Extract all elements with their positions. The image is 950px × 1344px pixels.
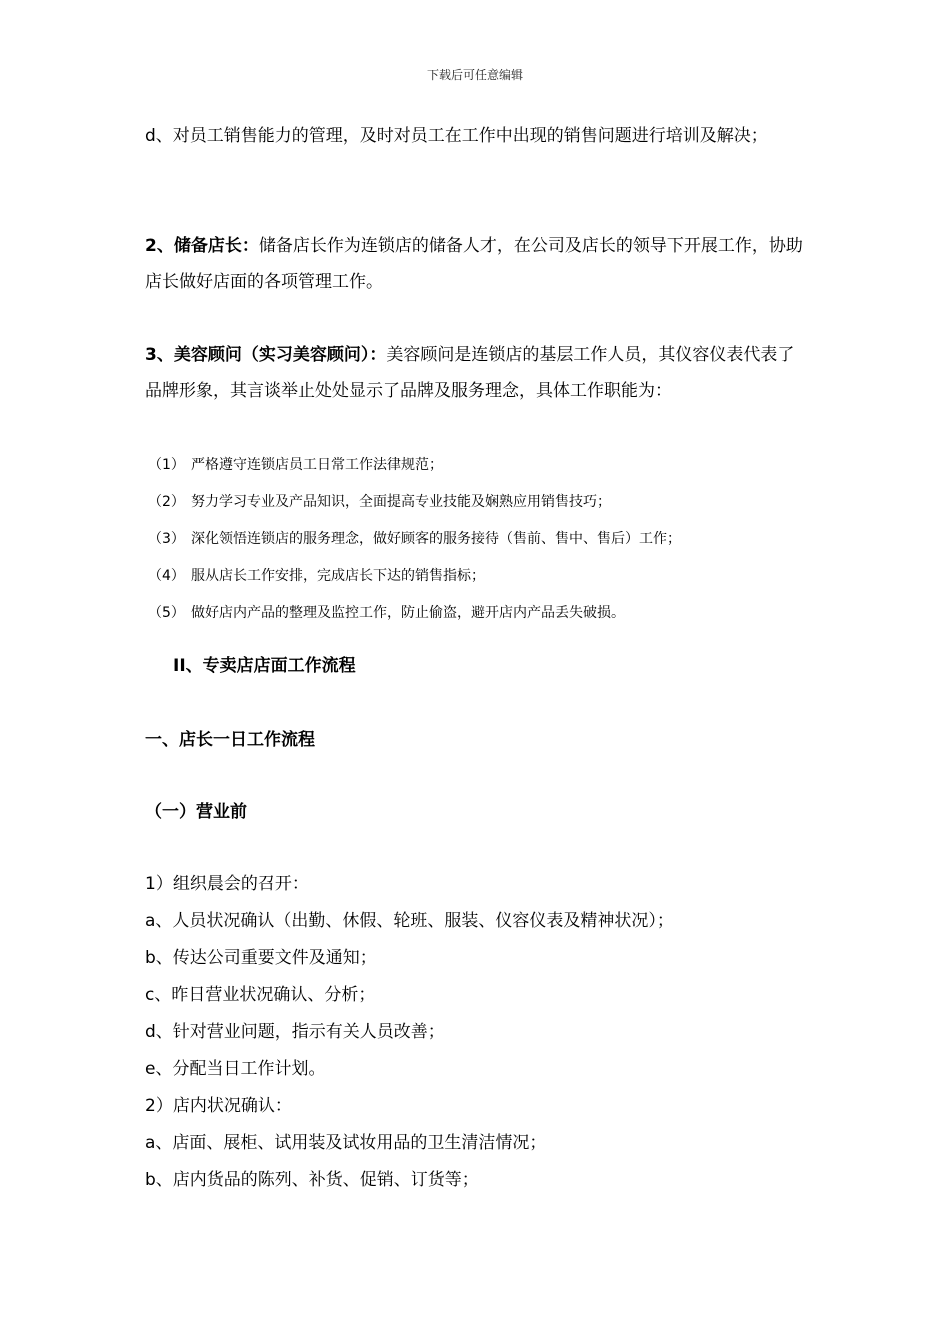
subsubsection-title: （一）营业前: [145, 802, 247, 822]
duty-number: （1）: [148, 457, 185, 473]
list-line: b、店内货品的陈列、补货、促销、订货等；: [145, 1170, 479, 1190]
list-line: d、针对营业问题，指示有关人员改善；: [145, 1022, 445, 1042]
reserve-manager-label: 2、储备店长：: [145, 236, 259, 256]
duty-item: [148, 529, 808, 549]
page-header: 下载后可任意编辑: [426, 68, 523, 82]
paragraph-reserve-manager: [145, 228, 809, 300]
duty-number: （4）: [148, 568, 185, 584]
beauty-consultant-text: 美容顾问是连锁店的基层工作人员，其仪容仪表代表了品牌形象，其言谈举止处处显示了品牌及服务理念，具体工作职能为：: [145, 345, 795, 401]
list-line: 1）组织晨会的召开：: [145, 874, 309, 894]
list-line: 2）店内状况确认：: [145, 1096, 292, 1116]
list-line: e、分配当日工作计划。: [145, 1059, 326, 1079]
duty-number: （3）: [148, 531, 185, 547]
section-title: II、专卖店店面工作流程: [173, 656, 356, 676]
duty-text: 服从店长工作安排，完成店长下达的销售指标；: [191, 568, 485, 584]
duty-text: 深化领悟连锁店的服务理念，做好顾客的服务接待（售前、售中、售后）工作；: [191, 531, 681, 547]
duty-text: 努力学习专业及产品知识，全面提高专业技能及娴熟应用销售技巧；: [191, 494, 611, 510]
reserve-manager-text: 储备店长作为连锁店的储备人才，在公司及店长的领导下开展工作，协助店长做好店面的各项管理工作。: [145, 236, 803, 292]
duty-item: [148, 566, 808, 586]
list-line: a、店面、展柜、试用装及试妆用品的卫生清洁情况；: [145, 1133, 547, 1153]
duty-item: [148, 492, 808, 512]
duty-text: 做好店内产品的整理及监控工作，防止偷盗，避开店内产品丢失破损。: [191, 605, 625, 621]
subsection-title: 一、店长一日工作流程: [145, 730, 315, 750]
paragraph-staff-sales-management: d、对员工销售能力的管理，及时对员工在工作中出现的销售问题进行培训及解决；: [145, 126, 768, 146]
list-line: b、传达公司重要文件及通知；: [145, 948, 377, 968]
paragraph-beauty-consultant: [145, 337, 809, 409]
duty-item: [148, 455, 808, 475]
list-line: c、昨日营业状况确认、分析；: [145, 985, 376, 1005]
duty-number: （2）: [148, 494, 185, 510]
duty-number: （5）: [148, 605, 185, 621]
list-line: a、人员状况确认（出勤、休假、轮班、服装、仪容仪表及精神状况）；: [145, 911, 674, 931]
duty-item: [148, 603, 808, 623]
duty-text: 严格遵守连锁店员工日常工作法律规范；: [191, 457, 443, 473]
beauty-consultant-label: 3、美容顾问（实习美容顾问）：: [145, 345, 387, 365]
